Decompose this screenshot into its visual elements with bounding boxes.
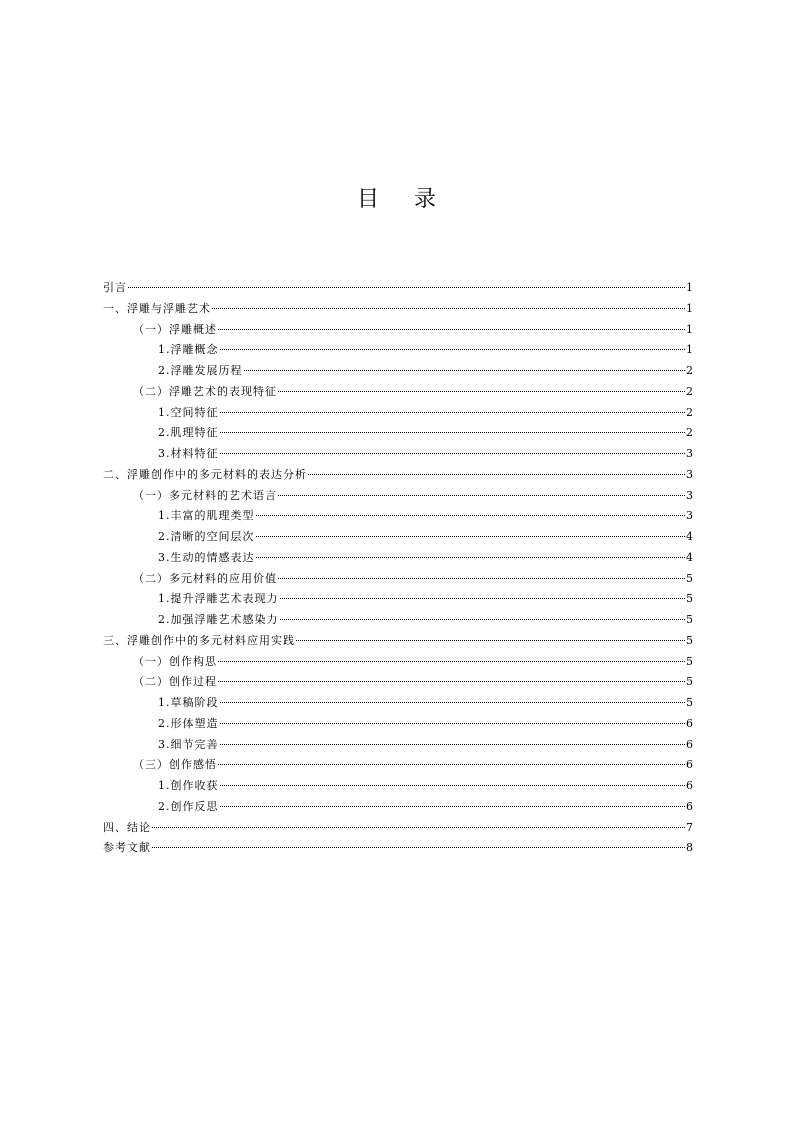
toc-entry[interactable] bbox=[103, 652, 693, 673]
table-of-contents bbox=[103, 278, 693, 859]
dot-leader bbox=[256, 557, 686, 558]
toc-entry[interactable] bbox=[103, 486, 693, 507]
toc-entry-label: 2.肌理特征 bbox=[158, 426, 219, 440]
toc-entry[interactable] bbox=[103, 423, 693, 444]
toc-entry[interactable] bbox=[103, 278, 693, 299]
dot-leader bbox=[220, 349, 686, 350]
toc-entry[interactable] bbox=[103, 506, 693, 527]
toc-entry[interactable] bbox=[103, 361, 693, 382]
toc-entry-page-number: 8 bbox=[686, 841, 693, 855]
dot-leader bbox=[152, 827, 685, 828]
dot-leader bbox=[218, 681, 685, 682]
toc-entry-label: 2.创作反思 bbox=[158, 799, 219, 813]
toc-entry-page-number: 6 bbox=[686, 779, 693, 792]
dot-leader bbox=[308, 474, 685, 475]
toc-entry[interactable] bbox=[103, 776, 693, 797]
page-title: 目 录 bbox=[357, 187, 450, 212]
toc-entry-label: 1.浮雕概念 bbox=[158, 343, 219, 357]
dot-leader bbox=[278, 495, 685, 496]
toc-entry-page-number: 6 bbox=[686, 716, 693, 730]
dot-leader bbox=[278, 391, 685, 392]
toc-entry-page-number: 5 bbox=[686, 613, 693, 626]
toc-entry-label: 3.细节完善 bbox=[158, 737, 219, 751]
toc-entry-label: （二）多元材料的应用价值 bbox=[133, 571, 277, 585]
toc-entry-page-number: 5 bbox=[686, 696, 693, 709]
dot-leader bbox=[256, 536, 686, 537]
toc-entry[interactable] bbox=[103, 693, 693, 714]
toc-entry-label: 一、浮雕与浮雕艺术 bbox=[103, 301, 211, 315]
toc-entry[interactable] bbox=[103, 818, 693, 839]
toc-entry-label: 3.材料特征 bbox=[158, 447, 219, 460]
toc-entry-page-number: 6 bbox=[686, 758, 693, 772]
toc-entry-page-number: 3 bbox=[686, 488, 693, 502]
dot-leader bbox=[256, 515, 686, 516]
toc-entry-label: 1.丰富的肌理类型 bbox=[158, 509, 255, 523]
toc-entry[interactable] bbox=[103, 631, 693, 652]
toc-entry-page-number: 5 bbox=[686, 675, 693, 689]
toc-entry-page-number: 3 bbox=[686, 447, 693, 460]
toc-entry-page-number: 5 bbox=[686, 654, 693, 668]
toc-entry-page-number: 3 bbox=[686, 509, 693, 523]
toc-entry-page-number: 1 bbox=[686, 281, 693, 294]
dot-leader bbox=[220, 453, 686, 454]
dot-leader bbox=[218, 329, 685, 330]
toc-entry-page-number: 2 bbox=[686, 405, 693, 419]
toc-entry[interactable] bbox=[103, 755, 693, 776]
dot-leader bbox=[218, 764, 685, 765]
toc-entry-page-number: 2 bbox=[686, 384, 693, 398]
toc-entry-label: 四、结论 bbox=[103, 820, 151, 834]
toc-entry-page-number: 5 bbox=[686, 592, 693, 606]
toc-entry-label: （一）浮雕概述 bbox=[133, 322, 217, 336]
toc-entry[interactable] bbox=[103, 672, 693, 693]
toc-entry-label: 参考文献 bbox=[103, 841, 151, 855]
toc-entry-label: （三）创作感悟 bbox=[133, 758, 217, 772]
toc-entry[interactable] bbox=[103, 735, 693, 756]
toc-entry[interactable] bbox=[103, 838, 693, 859]
dot-leader bbox=[220, 744, 686, 745]
dot-leader bbox=[296, 640, 685, 641]
toc-entry-label: 2.浮雕发展历程 bbox=[158, 364, 243, 377]
toc-entry-label: （二）浮雕艺术的表现特征 bbox=[133, 384, 277, 398]
toc-entry-label: 二、浮雕创作中的多元材料的表达分析 bbox=[103, 467, 307, 481]
toc-entry-label: （一）多元材料的艺术语言 bbox=[133, 488, 277, 502]
toc-entry[interactable] bbox=[103, 340, 693, 361]
toc-entry-label: 三、浮雕创作中的多元材料应用实践 bbox=[103, 633, 295, 647]
dot-leader bbox=[220, 723, 686, 724]
toc-entry-label: 2.形体塑造 bbox=[158, 716, 219, 730]
toc-entry-label: 引言 bbox=[103, 281, 127, 294]
toc-entry-page-number: 2 bbox=[686, 364, 693, 377]
toc-entry-label: 1.创作收获 bbox=[158, 779, 219, 792]
toc-entry-page-number: 4 bbox=[686, 550, 693, 564]
toc-entry-page-number: 4 bbox=[686, 530, 693, 543]
toc-entry-label: 2.清晰的空间层次 bbox=[158, 530, 255, 543]
toc-entry-page-number: 3 bbox=[686, 467, 693, 481]
toc-entry-page-number: 1 bbox=[686, 301, 693, 315]
toc-entry[interactable] bbox=[103, 382, 693, 403]
toc-entry-label: 2.加强浮雕艺术感染力 bbox=[158, 613, 279, 626]
dot-leader bbox=[220, 432, 686, 433]
toc-entry[interactable] bbox=[103, 527, 693, 548]
toc-entry[interactable] bbox=[103, 589, 693, 610]
toc-entry-label: （二）创作过程 bbox=[133, 675, 217, 689]
toc-entry-label: （一）创作构思 bbox=[133, 654, 217, 668]
toc-entry[interactable] bbox=[103, 299, 693, 320]
toc-entry-page-number: 2 bbox=[686, 426, 693, 440]
toc-entry-page-number: 5 bbox=[686, 571, 693, 585]
toc-entry[interactable] bbox=[103, 548, 693, 569]
dot-leader bbox=[244, 370, 686, 371]
toc-entry-page-number: 1 bbox=[686, 343, 693, 357]
toc-entry[interactable] bbox=[103, 444, 693, 465]
dot-leader bbox=[220, 702, 686, 703]
toc-entry[interactable] bbox=[103, 320, 693, 341]
toc-entry-page-number: 6 bbox=[686, 737, 693, 751]
toc-entry-label: 3.生动的情感表达 bbox=[158, 550, 255, 564]
dot-leader bbox=[128, 287, 685, 288]
dot-leader bbox=[280, 619, 686, 620]
toc-entry[interactable] bbox=[103, 610, 693, 631]
toc-entry[interactable] bbox=[103, 465, 693, 486]
dot-leader bbox=[212, 308, 685, 309]
toc-entry-label: 1.空间特征 bbox=[158, 405, 219, 419]
dot-leader bbox=[220, 806, 686, 807]
toc-entry-page-number: 5 bbox=[686, 633, 693, 647]
toc-entry[interactable] bbox=[103, 714, 693, 735]
toc-entry-label: 1.草稿阶段 bbox=[158, 696, 219, 709]
dot-leader bbox=[220, 412, 686, 413]
dot-leader bbox=[280, 598, 686, 599]
toc-entry-page-number: 1 bbox=[686, 322, 693, 336]
toc-entry-label: 1.提升浮雕艺术表现力 bbox=[158, 592, 279, 606]
toc-entry[interactable] bbox=[103, 569, 693, 590]
toc-entry-page-number: 6 bbox=[686, 799, 693, 813]
toc-entry[interactable] bbox=[103, 797, 693, 818]
dot-leader bbox=[152, 847, 685, 848]
dot-leader bbox=[220, 785, 686, 786]
dot-leader bbox=[278, 578, 685, 579]
toc-entry[interactable] bbox=[103, 403, 693, 424]
toc-entry-page-number: 7 bbox=[686, 820, 693, 834]
dot-leader bbox=[218, 661, 685, 662]
